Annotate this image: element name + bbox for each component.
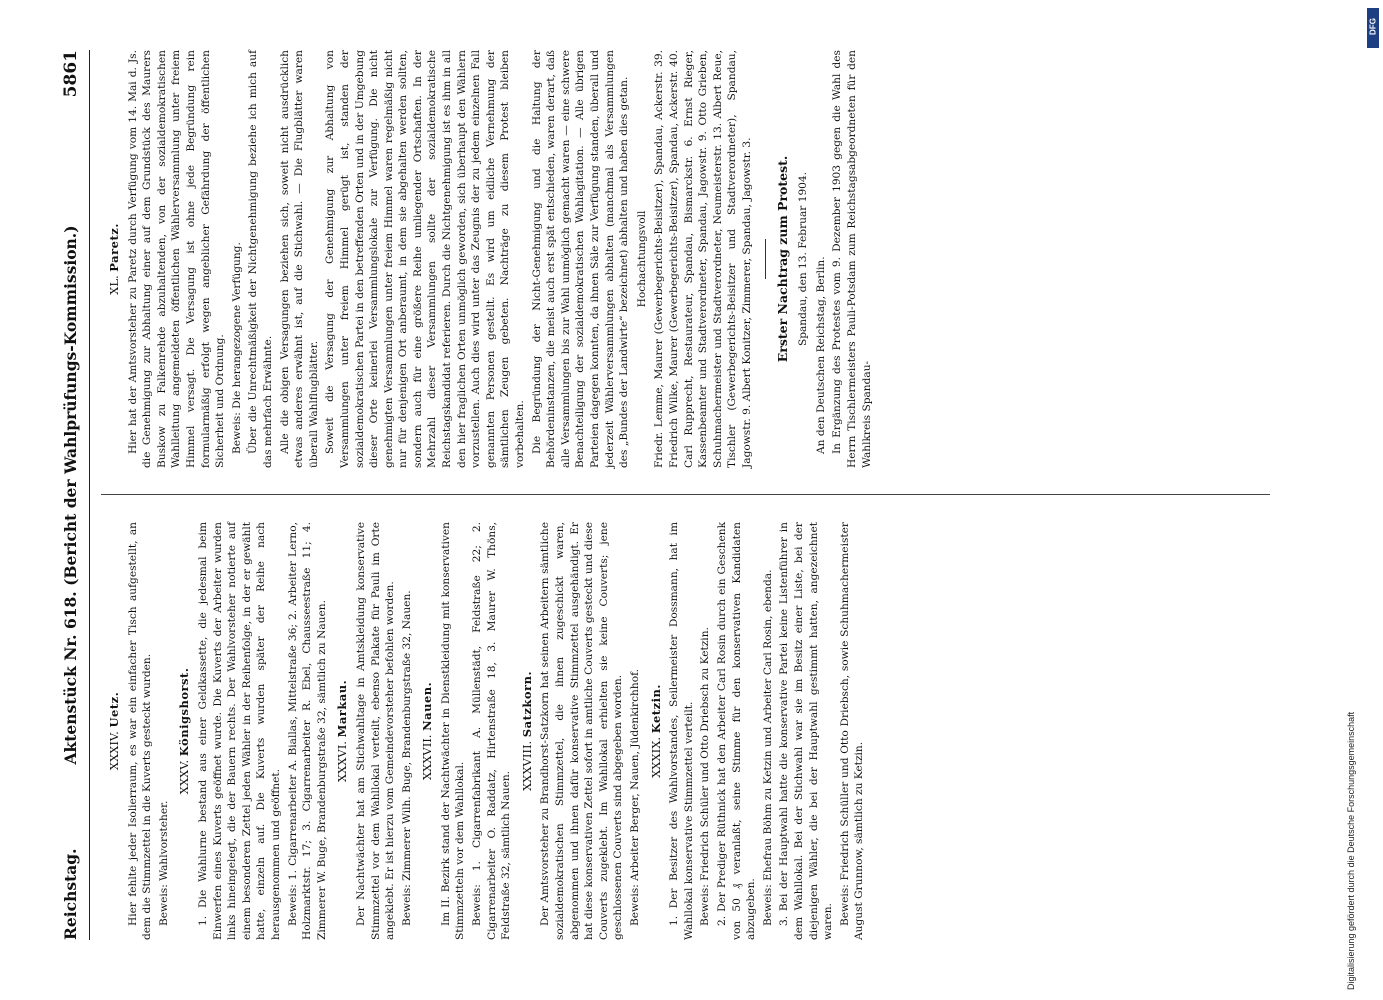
right-column [101, 50, 876, 468]
credit-text: Digitalisierung gefördert durch die Deutsche Forschungsgemeinschaft [1346, 711, 1356, 990]
section-40-text-3: Alle die obigen Versagungen beziehen sich, soweit nicht ausdrücklich etwas anderes erwähnt ist, auf die Stichwahl. — Die Flugblätter waren überall Wahlflugblätter. [278, 50, 320, 468]
section-34-evidence: Beweis: Wahlvorsteher. [157, 800, 170, 926]
section-35-evidence: Beweis: 1. Cigarrenarbeiter A. Biallas, Mittelstraße 36; 2. Arbeiter Lerno, Holzmarktstr. 17; 3. Cigarrenarbeiter R. Ebel, Chausseestraße 11; 4. Zimmerer W. Buge, Brandenburgstraße 32, sämtlich zu Nauen. [286, 522, 328, 940]
dfg-logo-text: DFG [1368, 18, 1378, 35]
section-34-heading: XXXIV. Uetz. [107, 691, 121, 771]
dfg-logo [1367, 8, 1379, 48]
section-39-text-2: 2. Der Prediger Rüthnick hat den Arbeiter Carl Rosin durch ein Geschenk von 50 ₰ veranlaßt, seine Stimme für den konservativen Kandidaten abzugeben. [715, 522, 758, 940]
page-header [55, 50, 85, 940]
section-36-text: Der Nachtwächter hat am Stichwahltage in Amtskleidung konservative Stimmzettel vor dem Wahllokal verteilt, ebenso Plakate für Pauli im Orte angeklebt. Er ist hierzu vom Gemeindevorsteher befohlen worden. [354, 522, 397, 940]
nachtrag-address: An den Deutschen Reichstag, Berlin. [814, 256, 827, 454]
section-34-text: Hier fehlte jeder Isolierraum, es war ein einfacher Tisch aufgestellt, an dem die Stimmzettel in die Kuverts gesteckt wurden. [126, 522, 154, 940]
section-39-text-3: 3. Bei der Hauptwahl hatte die konservative Partei keine Listenführer in dem Wahllokal. Bei der Stichwahl war sie im Besitz einer Liste, bei der diejenigen Wähler, die bei der Hauptwahl gestimmt hatten, angezeichnet waren. [778, 522, 835, 940]
nachtrag-dateline: Spandau, den 13. Februar 1904. [797, 171, 810, 347]
section-39-evidence-3: Beweis: Friedrich Schüller und Otto Driebsch, sowie Schuhmachermeister August Grunnow, sämtlich zu Ketzin. [838, 522, 866, 940]
section-37-heading: XXXVII. Nauen. [420, 681, 435, 781]
section-40-text-1: Hier hat der Amtsvorsteher zu Paretz durch Verfügung vom 14. Mai d. Js. die Genehmigung zur Abhaltung einer auf dem Grundstück des Maurers Buskow zu Falkenrehde abzuhaltenden, von der sozialdemokratischen Wahlleitung angemeldeten öffentlichen Wählerversammlung unter freiem Himmel versagt. Die Versagung ist ohne jede Begründung rein formularmäßig erfolgt wegen angeblicher Gefährdung der öffentlichen Sicherheit und Ordnung. [126, 50, 227, 468]
section-38-text: Der Amtsvorsteher zu Brandhorst-Satzkorn hat seinen Arbeitern sämtliche sozialdemokratischen Stimmzettel, die ihnen zugeschickt waren, abgenommen und ihnen dafür konservative Stimmzettel ausgehändigt. Er hat diese konservativen Zettel sofort in amtliche Couverts gesteckt und diese Couverts zugeklebt. Im Wahllokal erhielten sie keine Couverts; jene geschlossenen Couverts sind abgegeben worden. [539, 522, 625, 940]
nachtrag-title: Erster Nachtrag zum Protest. [774, 155, 790, 363]
nachtrag-text: In Ergänzung des Protestes vom 9. Dezember 1903 gegen die Wahl des Herrn Tischlermeisters Pauli-Potsdam zum Reichstagsabgeordneten für den Wahlkreis Spandau- [831, 50, 873, 468]
section-35-heading: XXXV. Königshorst. [177, 667, 192, 795]
digitization-credit [1340, 30, 1370, 990]
section-rule [765, 239, 766, 279]
left-column [101, 522, 869, 940]
column-divider [101, 494, 1270, 495]
section-38-heading: XXXVIII. Satzkorn. [519, 671, 534, 791]
section-40-text-5: Die Begründung der Nicht-Genehmigung und die Haltung der Behördeninstanzen, die meist auch erst spät entschieden, waren derart, daß alle Versammlungen bis zur Wahl unmöglich gemacht waren — eine schwere Benachteiligung der sozialdemokratischen Wahlagitation. — Alle übrigen Parteien dagegen konnten, da ihnen Säle zur Verfügung standen, überall und jederzeit Wählerversammlungen abhalten (manchmal als Versammlungen des „Bundes der Landwirte“ bezeichnet) abhalten und haben dies getan. [530, 50, 631, 468]
section-39-heading: XXXIX. Ketzin. [648, 684, 663, 778]
section-38-evidence: Beweis: Arbeiter Berger, Nauen, Jüdenkirchhof. [629, 669, 641, 926]
section-36-evidence: Beweis: Zimmerer Wilh. Buge, Brandenburgstraße 32, Nauen. [400, 590, 413, 926]
header-rule [89, 50, 90, 940]
signatories: Friedr. Lemme, Maurer (Gewerbegerichts-Beisitzer), Spandau, Ackerstr. 39. Friedrich Wilke, Maurer (Gewerbegerichts-Beisitzer), Spandau, Ackerstr. 40. Carl Rupprecht, Restaurateur, Spandau, Bismarckstr. 6. Ernst Rieger, Kassenbeamter und Stadtverordneter, Spandau, Jagowstr. 9. Otto Grieben, Schuhmachermeister und Stadtverordneter, Neumeisterstr. 13. Albert Reue, Tischler (Gewerbegerichts-Beisitzer und Stadtverordneter), Spandau, Jagowstr. 9. Albert Konitzer, Zimmerer, Spandau, Jagowstr. 3. [653, 50, 753, 468]
section-37-text: Im II. Bezirk stand der Nachtwächter in Dienstkleidung mit konservativen Stimmzetteln vor dem Wahllokal. [439, 522, 467, 940]
document-page [55, 50, 1330, 940]
section-37-evidence: Beweis: 1. Cigarrenfabrikant A. Müllenstädt, Feldstraße 22; 2. Cigarrenarbeiter O. Raddatz, Hirtenstraße 18, 3. Maurer W. Thöns, Feldstraße 32, sämtlich Nauen. [471, 522, 513, 940]
section-40-text-2: Über die Unrechtmäßigkeit der Nichtgenehmigung beziehe ich mich auf das mehrfach Erwähnte. [247, 50, 274, 468]
section-39-evidence-1: Beweis: Friedrich Schüler und Otto Driebsch zu Ketzin. [699, 627, 712, 926]
header-left: Reichstag. [61, 848, 80, 940]
section-40-heading: XL. Paretz. [107, 223, 121, 295]
section-35-text: 1. Die Wahlurne bestand aus einer Geldkassette, die jedesmal beim Einwerfen eines Kuverts geöffnet wurde. Die Kuverts der Arbeiter wurden links hineingelegt, die der Bauern rechts. Der Wahlvorsteher notierte auf einem besonderen Zettel jeden Wähler in der Reihenfolge, in der er gewählt hatte, einzeln auf. Die Kuverts wurden später der Reihe nach herausgenommen und geöffnet. [196, 522, 282, 940]
section-40-evidence: Beweis: Die herangezogene Verfügung. [230, 242, 243, 454]
section-36-heading: XXXVI. Markau. [335, 679, 350, 783]
section-40-text-4: Soweit die Versagung der Genehmigung zur Abhaltung von Versammlungen unter freiem Himmel gerügt ist, standen der sozialdemokratischen Partei in den betreffenden Orten und in der Umgebung dieser Orte keinerlei Versammlungslokale zur Verfügung. Die nicht genehmigten Versammlungen unter freiem Himmel waren regelmäßig nicht nur für denjenigen Ort anberaumt, in dem sie abgehalten werden sollten, sondern auch für eine größere Reihe umliegender Ortschaften. In der Mehrzahl dieser Versammlungen sollte der sozialdemokratische Reichstagskandidat referieren. Durch die Nichtgenehmigung ist es ihm in all den hier fraglichen Orten unmöglich geworden, sich überhaupt den Wählern vorzustellen. Auch dies wird unter das Zeugnis der zu jedem einzelnen Fall genannten Personen gestellt. Es wird um eidliche Vernehmung der sämtlichen Zeugen gebeten. Nachträge zu diesem Protest bleiben vorbehalten. [324, 50, 527, 468]
page-number: 5861 [61, 50, 81, 98]
section-39-evidence-2: Beweis: Ehefrau Böhm zu Ketzin und Arbeiter Carl Rosin, ebenda. [761, 569, 774, 926]
closing-formula: Hochachtungsvoll [635, 210, 648, 308]
header-title: Aktenstück Nr. 618. (Bericht der Wahlprüfungs-Kommission.) [61, 225, 80, 765]
section-39-text-1: 1. Der Besitzer des Wahlvorstandes, Seilermeister Dossmann, hat im Wahllokal konservative Stimmzettel verteilt. [668, 522, 695, 940]
